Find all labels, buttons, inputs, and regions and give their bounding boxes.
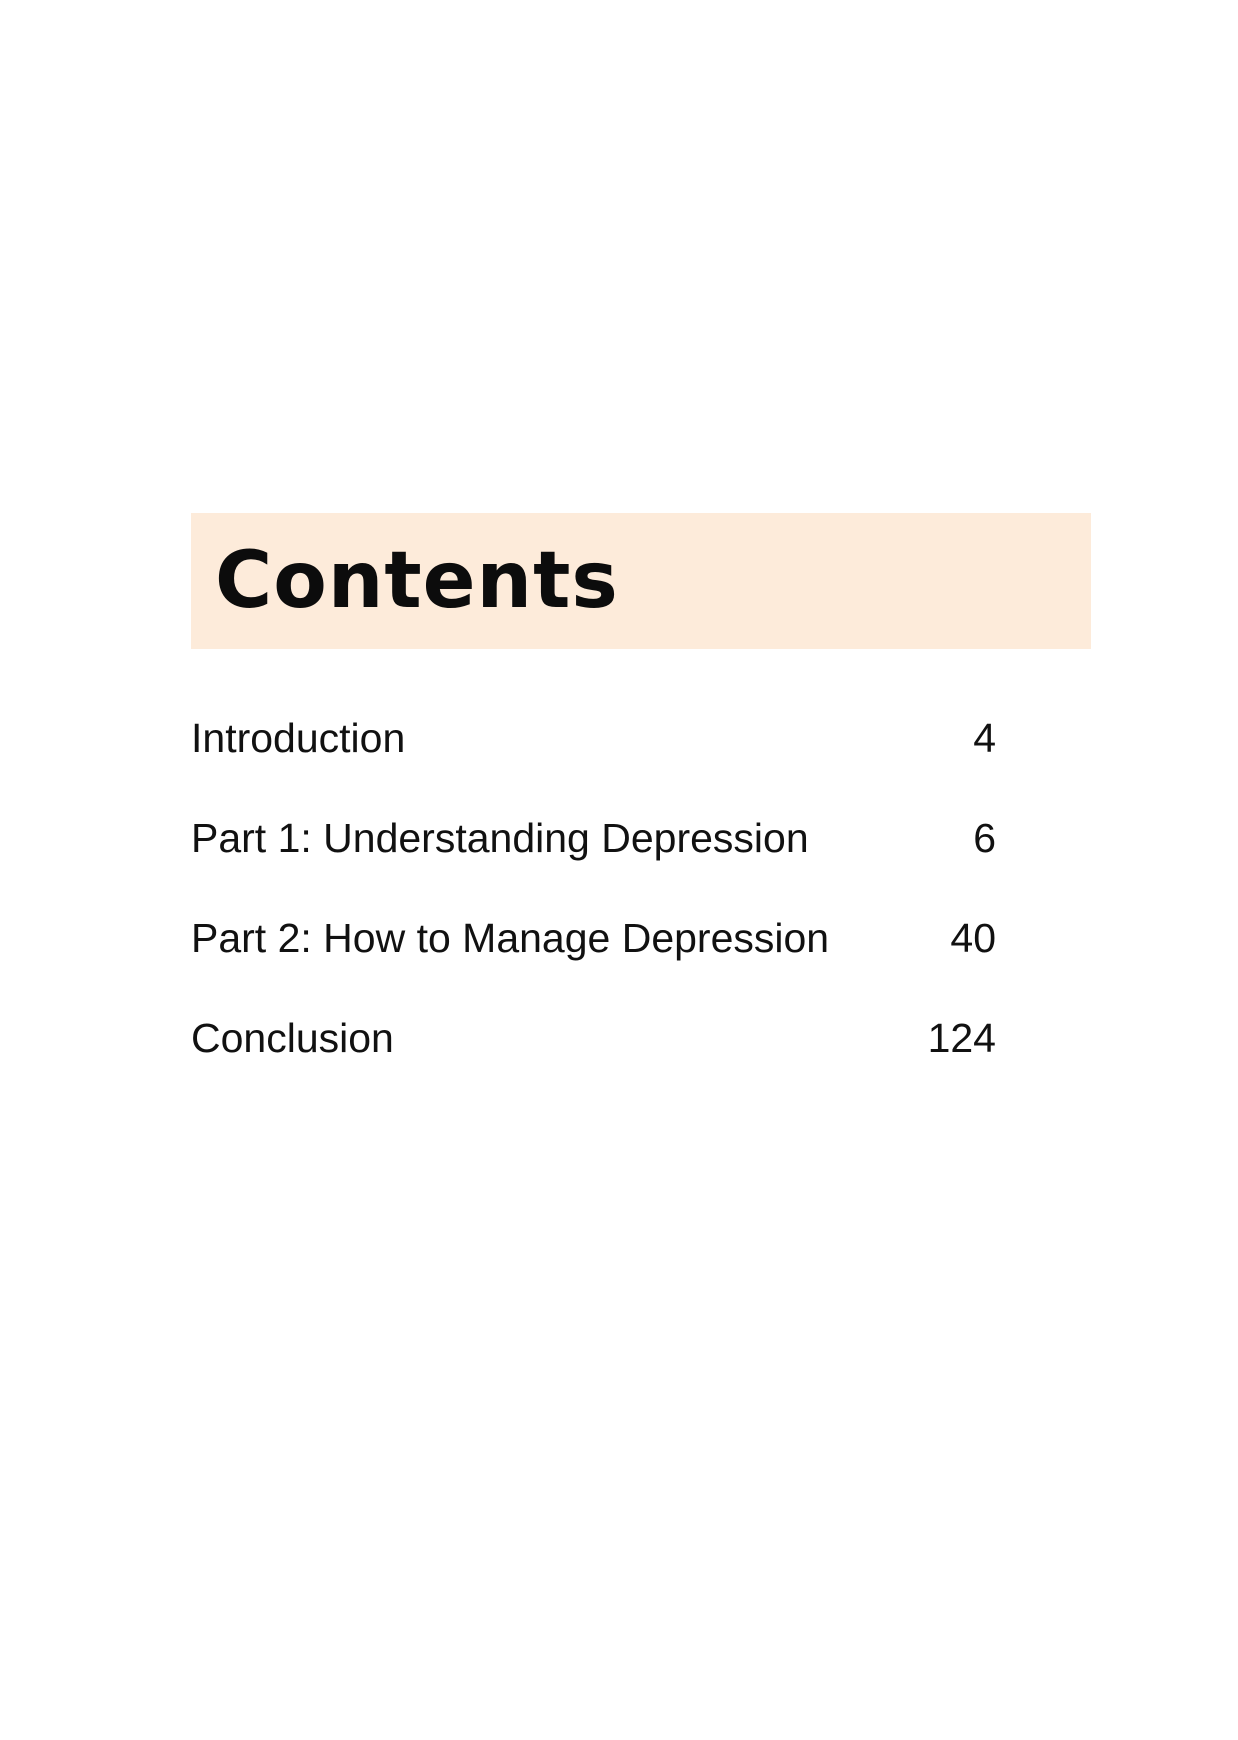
toc-entry-page-number: 124 (927, 1015, 996, 1061)
contents-heading-band (191, 513, 1091, 649)
toc-entry-label: Introduction (191, 715, 406, 761)
toc-entry-page-number: 40 (950, 915, 996, 961)
toc-entry-introduction[interactable] (191, 710, 996, 810)
toc-entry-part-1[interactable] (191, 810, 996, 910)
toc-entry-label: Conclusion (191, 1015, 394, 1061)
table-of-contents (191, 710, 996, 1110)
toc-entry-label: Part 2: How to Manage Depression (191, 915, 830, 961)
toc-entry-part-2[interactable] (191, 910, 996, 1010)
toc-entry-page-number: 6 (973, 815, 996, 861)
toc-entry-label: Part 1: Understanding Depression (191, 815, 809, 861)
toc-entry-page-number: 4 (973, 715, 996, 761)
contents-heading: Contents (215, 536, 619, 626)
toc-entry-conclusion[interactable] (191, 1010, 996, 1110)
